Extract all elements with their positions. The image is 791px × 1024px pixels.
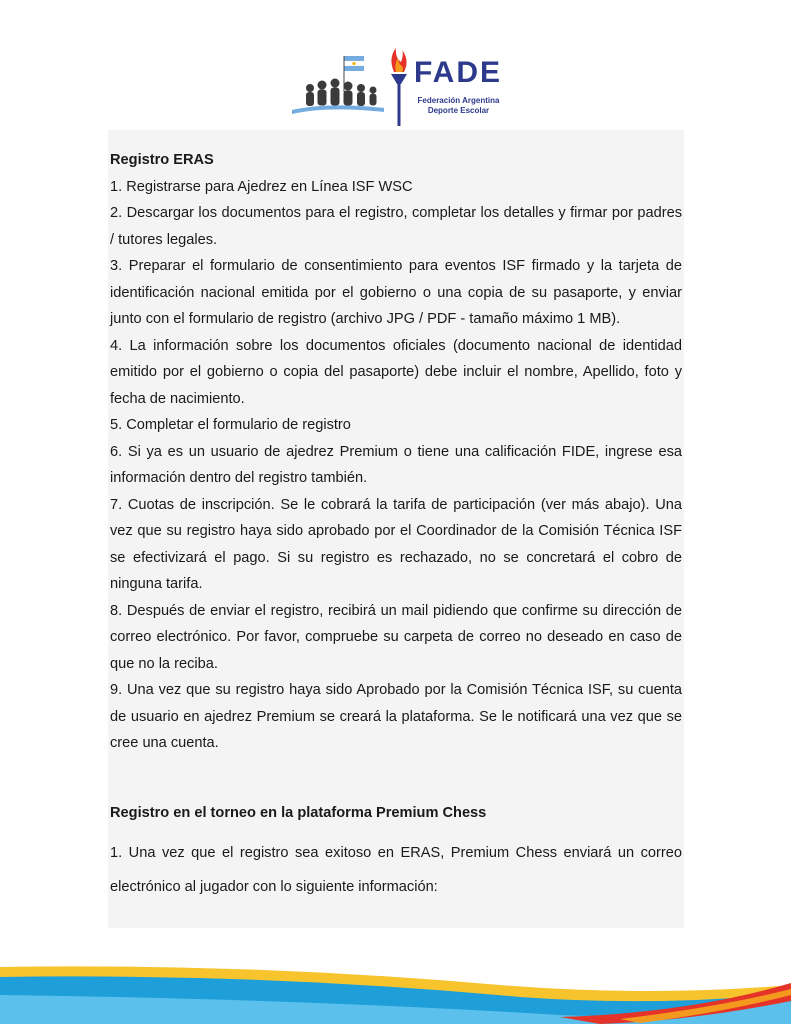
logo-subtitle: [416, 96, 501, 116]
list-item: 3. Preparar el formulario de consentimiento para eventos ISF firmado y la tarjeta de identificación nacional emitida por el gobierno o una copia de su pasaporte, y enviar junto con el formulario de registro (archivo JPG / PDF - tamaño máximo 1 MB).: [110, 258, 682, 327]
list-item: 2. Descargar los documentos para el registro, completar los detalles y firmar por padres / tutores legales.: [110, 205, 682, 248]
list-item: 4. La información sobre los documentos oficiales (documento nacional de identidad emitido por el gobierno o copia del pasaporte) debe incluir el nombre, Apellido, foto y fecha de nacimiento.: [110, 337, 682, 407]
section-heading-premium-chess: Registro en el torneo en la plataforma Premium Chess: [110, 804, 487, 821]
list-item: 5. Completar el formulario de registro: [110, 417, 351, 433]
children-flag-logo-icon: [288, 44, 408, 130]
document-body: [108, 130, 684, 928]
bottom-wave-decoration: [0, 955, 791, 1024]
list-item: 6. Si ya es un usuario de ajedrez Premium o tiene una calificación FIDE, ingrese esa información dentro del registro también.: [110, 443, 682, 486]
list-item: 1. Registrarse para Ajedrez en Línea ISF WSC: [110, 178, 413, 195]
list-item: 8. Después de enviar el registro, recibirá un mail pidiendo que confirme su dirección de correo electrónico. Por favor, compruebe su carpeta de correo no deseado en caso de que no la reciba.: [110, 602, 682, 672]
list-item: 1. Una vez que el registro sea exitoso en ERAS, Premium Chess enviará un correo electrónico al jugador con lo siguiente información:: [110, 845, 682, 895]
logo-wordmark: FADE: [414, 56, 503, 89]
logo-subtitle-line-2: Deporte Escolar: [427, 106, 490, 115]
list-item: 9. Una vez que su registro haya sido Aprobado por la Comisión Técnica ISF, su cuenta de usuario en ajedrez Premium se creará la plataforma. Se le notificará una vez que se cree una cuenta.: [110, 682, 682, 751]
fade-logo: [288, 44, 503, 130]
logo-subtitle-line-1: Federación Argentina: [417, 96, 500, 105]
list-item: 7. Cuotas de inscripción. Se le cobrará la tarifa de participación (ver más abajo). Una vez que su registro haya sido aprobado por el Coordinador de la Comisión Técnica ISF se efectivizará el pago. Si su registro es rechazado, no se concretará el cobro de ninguna tarifa.: [110, 496, 682, 592]
section-heading-registro-eras: Registro ERAS: [110, 152, 214, 168]
